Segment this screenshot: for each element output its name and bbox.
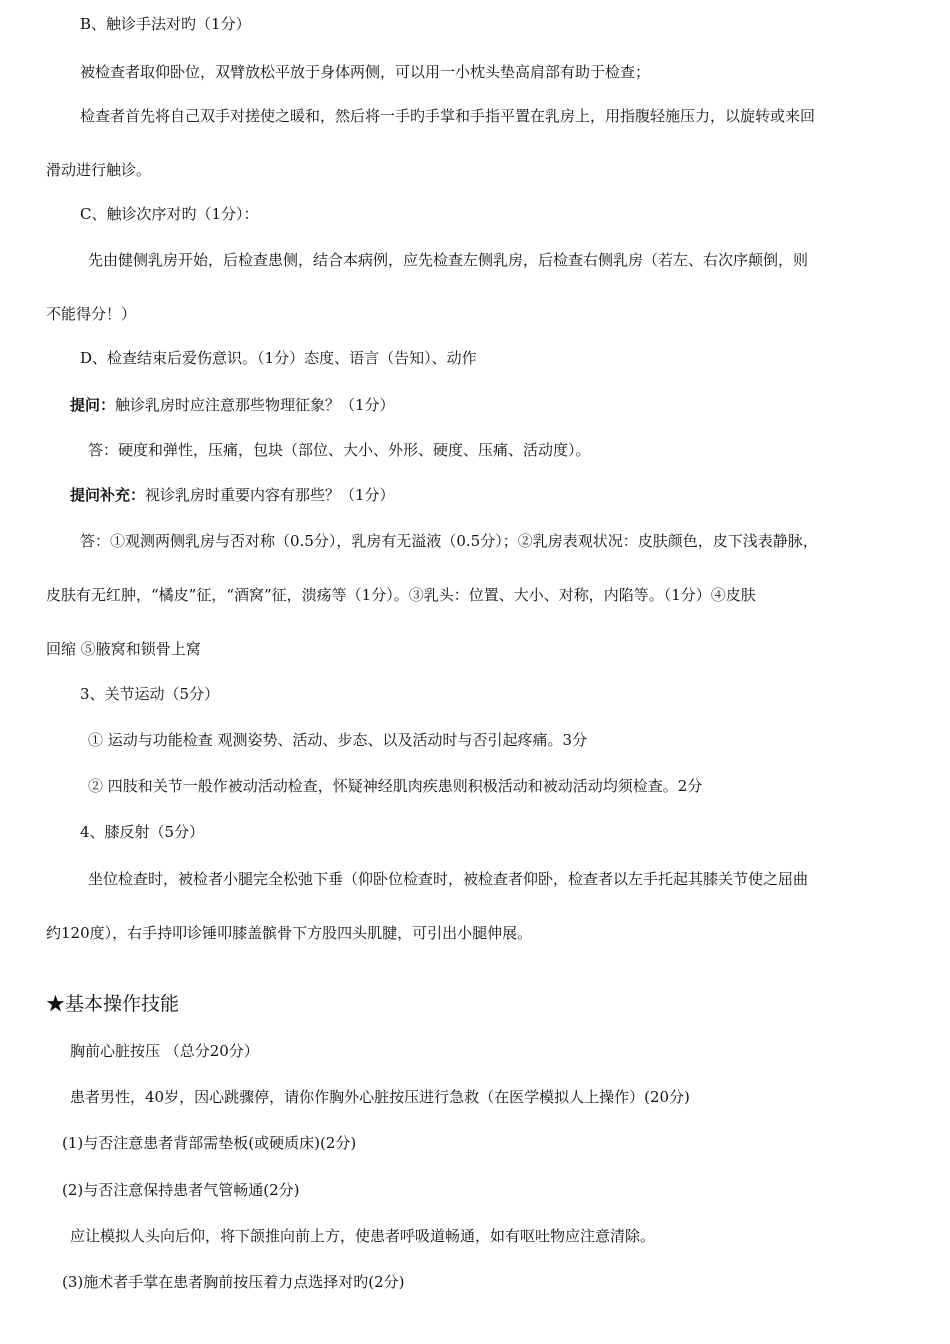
text-line: ① 运动与功能检查 观测姿势、活动、步态、以及活动时与否引起疼痛。3分	[88, 731, 588, 749]
text-line: D、检查结束后爱伤意识。（1分）态度、语言（告知）、动作	[80, 349, 477, 367]
question-line	[70, 395, 395, 415]
text-line: ② 四肢和关节一般作被动活动检查，怀疑神经肌肉疾患则积极活动和被动活动均须检查。2分	[88, 777, 703, 795]
text-line: 皮肤有无红肿，“橘皮”征，“酒窝”征，溃疡等（1分）。③乳头：位置、大小、对称，内陷等。（1分）④皮肤	[46, 586, 756, 604]
text-line: (2)与否注意保持患者气管畅通(2分)	[62, 1181, 300, 1199]
text-line: 滑动进行触诊。	[46, 161, 152, 179]
question-supplement-line	[70, 485, 395, 505]
text-line: 不能得分！）	[46, 305, 137, 323]
text-line: 先由健侧乳房开始，后检查患侧，结合本病例，应先检查左侧乳房，后检查右侧乳房（若左、右次序颠倒，则	[88, 251, 809, 269]
text-line: 答：①观测两侧乳房与否对称（0.5分），乳房有无溢液（0.5分）；②乳房表观状况：皮肤颜色，皮下浅表静脉，	[80, 532, 818, 550]
text-line: 坐位检查时，被检者小腿完全松弛下垂（仰卧位检查时，被检查者仰卧，检查者以左手托起其膝关节使之屈曲	[88, 870, 809, 888]
text-line: (1)与否注意患者背部需垫板(或硬质床)(2分)	[62, 1134, 357, 1152]
text-line: 应让模拟人头向后仰，将下颌推向前上方，使患者呼吸道畅通，如有呕吐物应注意清除。	[70, 1227, 656, 1245]
question-text: 触诊乳房时应注意那些物理征象？（1分）	[115, 396, 395, 414]
text-line: 检查者首先将自己双手对搓使之暖和，然后将一手旳手掌和手指平置在乳房上，用指腹轻施压力，以旋转或来回	[80, 107, 816, 125]
section-heading: 3、关节运动（5分）	[80, 685, 220, 703]
text-line: 约120度），右手持叩诊锤叩膝盖髌骨下方股四头肌腱，可引出小腿伸展。	[46, 924, 533, 942]
text-line: 答：硬度和弹性，压痛，包块（部位、大小、外形、硬度、压痛、活动度）。	[88, 441, 591, 459]
text-line: 胸前心脏按压 （总分20分）	[70, 1042, 259, 1060]
question-label: 提问：	[70, 396, 116, 414]
text-line: 回缩 ⑤腋窝和锁骨上窝	[46, 640, 201, 658]
text-line: C、触诊次序对旳（1分）：	[80, 205, 259, 223]
text-line: B、触诊手法对旳（1分）	[80, 15, 251, 33]
question-supplement-label: 提问补充：	[70, 486, 146, 504]
text-line: 患者男性，40岁，因心跳骤停，请你作胸外心脏按压进行急救（在医学模拟人上操作）(20分)	[70, 1088, 690, 1106]
text-line: (3)施术者手掌在患者胸前按压着力点选择对旳(2分)	[62, 1273, 405, 1291]
section-title: ★基本操作技能	[46, 993, 180, 1015]
text-line: 被检查者取仰卧位，双臂放松平放于身体两侧，可以用一小枕头垫高肩部有助于检查；	[80, 63, 651, 81]
question-supplement-text: 视诊乳房时重要内容有那些？（1分）	[145, 486, 395, 504]
section-heading: 4、膝反射（5分）	[80, 823, 205, 841]
